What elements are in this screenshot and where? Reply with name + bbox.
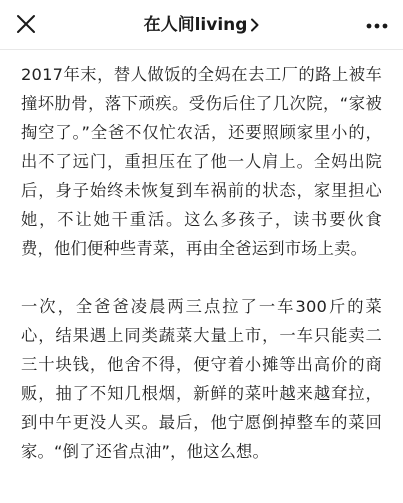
more-dots-icon[interactable] (366, 23, 388, 29)
article-body (0, 50, 403, 466)
account-name-link[interactable] (144, 0, 260, 50)
account-name: 在人间living (143, 15, 248, 35)
top-navigation-bar (0, 0, 403, 50)
nav-title-container (0, 0, 403, 50)
close-icon[interactable] (15, 13, 37, 35)
article-paragraph: 2017年末，替人做饭的全妈在去工厂的路上被车撞坏肋骨，落下顽疾。受伤后住了几次院，“家被掏空了。”全爸不仅忙农活，还要照顾家里小的，出不了远门，重担压在了他一人肩上。全妈出院后，身子始终未恢复到车祸前的状态，家里担心她，不让她干重活。这么多孩子，读书要伙食费，他们便种些青菜，再由全爸运到市场上卖。 (21, 65, 382, 258)
article-paragraph: 一次，全爸爸凌晨两三点拉了一车300斤的菜心，结果遇上同类蔬菜大量上市，一车只能卖二三十块钱，他舍不得，便守着小摊等出高价的商贩，抽了不知几根烟，新鲜的菜叶越来越耷拉，到中午更没人买。最后，他宁愿倒掉整车的菜回家。“倒了还省点油”，他这么想。 (21, 297, 382, 461)
chevron-right-icon (250, 18, 259, 32)
